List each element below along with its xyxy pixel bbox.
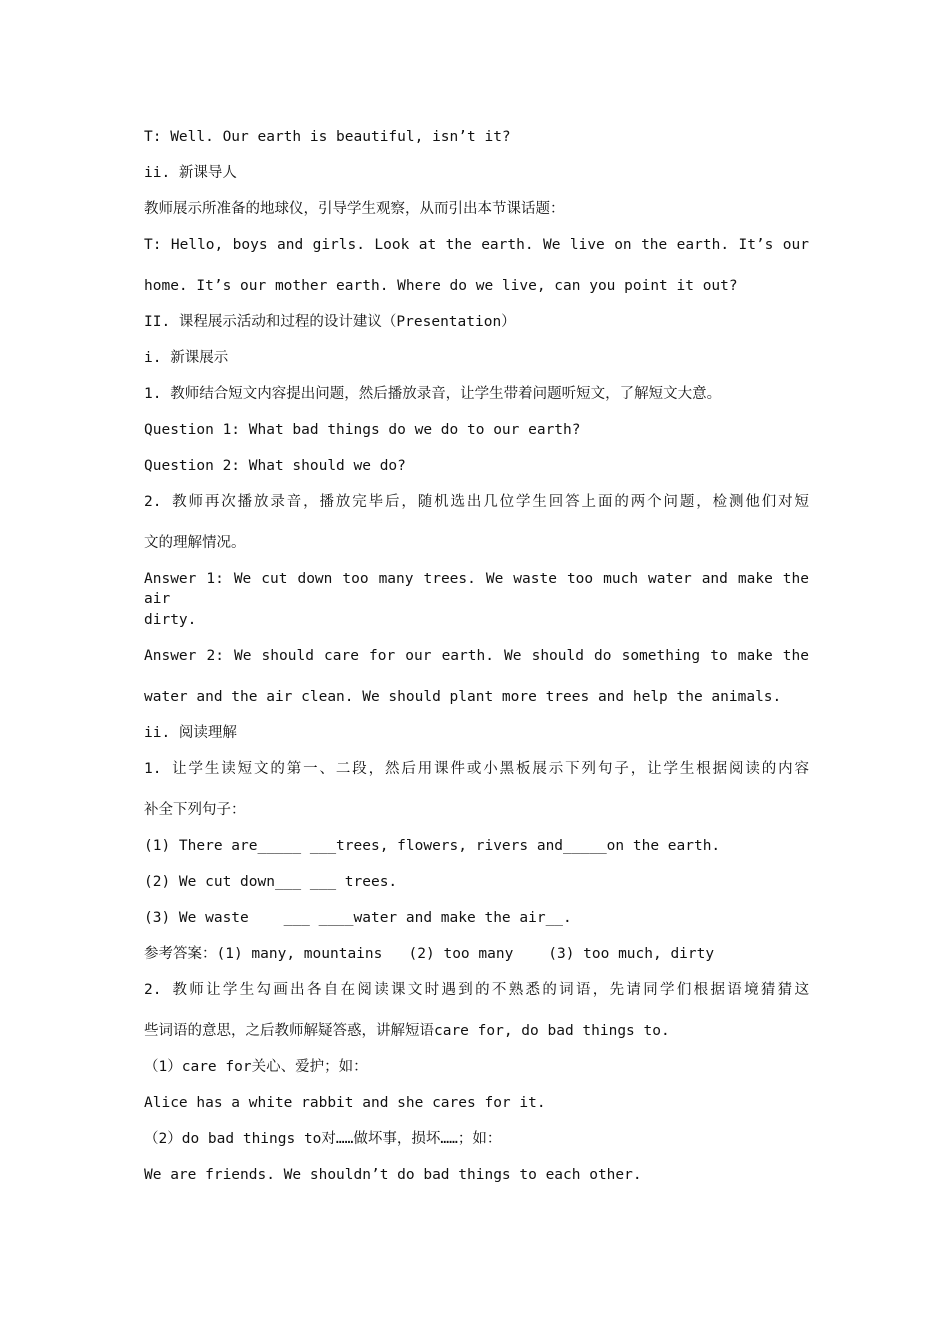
dialogue-line: T: Well. Our earth is beautiful, isn’t it? bbox=[144, 129, 511, 145]
section-heading: ii. 新课导人 bbox=[144, 165, 237, 181]
phrase-item: （2）do bad things to对……做坏事，损坏……；如： bbox=[144, 1131, 502, 1147]
subsection-heading: i. 新课展示 bbox=[144, 350, 229, 366]
dialogue-line: home. It’s our mother earth. Where do we live, can you point it out? bbox=[144, 278, 738, 294]
paragraph: 1. 教师结合短文内容提出问题，然后播放录音，让学生带着问题听短文，了解短文大意。 bbox=[144, 386, 722, 402]
section-heading: II. 课程展示活动和过程的设计建议（Presentation） bbox=[144, 314, 516, 330]
answer-line: Answer 1: We cut down too many trees. We waste too much water and make the air bbox=[144, 571, 809, 607]
paragraph: 文的理解情况。 bbox=[144, 535, 246, 551]
paragraph: 教师展示所准备的地球仪，引导学生观察，从而引出本节课话题： bbox=[144, 201, 565, 217]
answer-key: 参考答案：(1) many, mountains (2) too many (3) too much, dirty bbox=[144, 946, 715, 962]
question-line: Question 1: What bad things do we do to our earth? bbox=[144, 422, 581, 438]
answer-line: water and the air clean. We should plant more trees and help the animals. bbox=[144, 689, 782, 705]
example-sentence: Alice has a white rabbit and she cares for it. bbox=[144, 1095, 546, 1111]
paragraph: 2. 教师让学生勾画出各自在阅读课文时遇到的不熟悉的词语，先请同学们根据语境猜猜这 bbox=[144, 982, 809, 998]
dialogue-line: T: Hello, boys and girls. Look at the earth. We live on the earth. It’s our bbox=[144, 237, 809, 253]
exercise-line: (2) We cut down___ ___ trees. bbox=[144, 874, 398, 890]
answer-line: Answer 2: We should care for our earth. We should do something to make the bbox=[144, 648, 809, 664]
phrase-item: （1）care for关心、爱护；如： bbox=[144, 1059, 368, 1075]
paragraph: 2. 教师再次播放录音，播放完毕后，随机选出几位学生回答上面的两个问题，检测他们对短 bbox=[144, 494, 809, 510]
paragraph: 1. 让学生读短文的第一、二段，然后用课件或小黑板展示下列句子，让学生根据阅读的内容 bbox=[144, 761, 809, 777]
example-sentence: We are friends. We shouldn’t do bad things to each other. bbox=[144, 1167, 642, 1183]
exercise-line: (3) We waste ___ ____water and make the air__. bbox=[144, 910, 572, 926]
paragraph: 补全下列句子： bbox=[144, 802, 246, 818]
paragraph: 些词语的意思，之后教师解疑答惑，讲解短语care for, do bad things to. bbox=[144, 1023, 670, 1039]
exercise-line: (1) There are_____ ___trees, flowers, rivers and_____on the earth. bbox=[144, 838, 721, 854]
question-line: Question 2: What should we do? bbox=[144, 458, 406, 474]
answer-line: dirty. bbox=[144, 612, 197, 628]
subsection-heading: ii. 阅读理解 bbox=[144, 725, 237, 741]
